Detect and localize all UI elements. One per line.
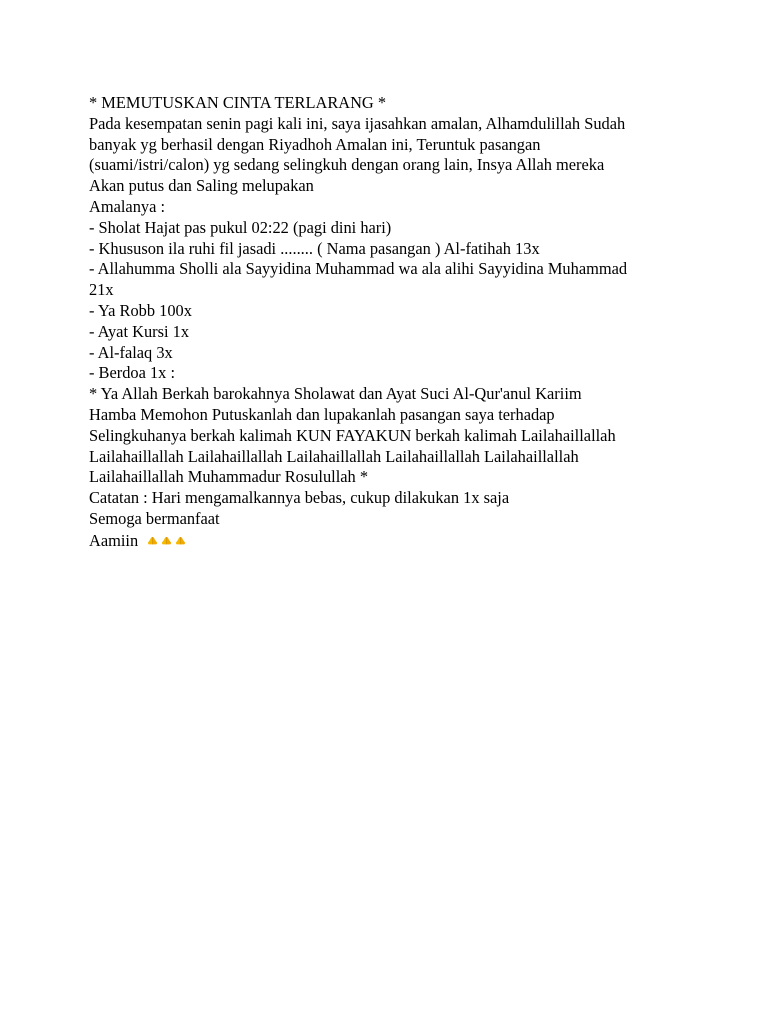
step-item: - Allahumma Sholli ala Sayyidina Muhammad wa ala alihi Sayyidina Muhammad <box>89 259 628 279</box>
amen-line <box>89 530 689 552</box>
intro-line: banyak yg berhasil dengan Riyadhoh Amalan ini, Teruntuk pasangan <box>89 134 541 154</box>
emoji-row <box>146 530 188 551</box>
doa-line: Lailahaillallah Muhammadur Rosulullah * <box>89 467 369 487</box>
step-item: - Sholat Hajat pas pukul 02:22 (pagi dini hari) <box>89 217 392 237</box>
praying-hands-icon <box>146 536 159 546</box>
amalan-heading: Amalanya : <box>89 196 166 216</box>
step-item: - Ya Robb 100x <box>89 300 192 320</box>
doa-line: Hamba Memohon Putuskanlah dan lupakanlah pasangan saya terhadap <box>89 404 555 424</box>
closing-line: Semoga bermanfaat <box>89 508 220 528</box>
step-item: 21x <box>89 280 114 300</box>
intro-line: Akan putus dan Saling melupakan <box>89 176 314 196</box>
step-item: - Khususon ila ruhi fil jasadi ........ ( Nama pasangan ) Al-fatihah 13x <box>89 238 540 258</box>
intro-line: Pada kesempatan senin pagi kali ini, saya ijasahkan amalan, Alhamdulillah Sudah <box>89 113 626 133</box>
doa-line: Lailahaillallah Lailahaillallah Lailahaillallah Lailahaillallah Lailahaillallah <box>89 446 579 466</box>
step-item: - Ayat Kursi 1x <box>89 321 190 341</box>
intro-line: (suami/istri/calon) yg sedang selingkuh dengan orang lain, Insya Allah mereka <box>89 155 605 175</box>
document-title: * MEMUTUSKAN CINTA TERLARANG * <box>89 93 387 112</box>
document-page <box>89 93 689 552</box>
doa-line: Selingkuhanya berkah kalimah KUN FAYAKUN berkah kalimah Lailahaillallah <box>89 425 616 445</box>
amen-text: Aamiin <box>89 530 139 550</box>
doa-line: * Ya Allah Berkah barokahnya Sholawat dan Ayat Suci Al-Qur'anul Kariim <box>89 384 582 404</box>
step-item: - Al-falaq 3x <box>89 342 173 362</box>
praying-hands-icon <box>174 536 187 546</box>
step-item: - Berdoa 1x : <box>89 363 176 383</box>
praying-hands-icon <box>160 536 173 546</box>
note-line: Catatan : Hari mengamalkannya bebas, cukup dilakukan 1x saja <box>89 488 510 508</box>
